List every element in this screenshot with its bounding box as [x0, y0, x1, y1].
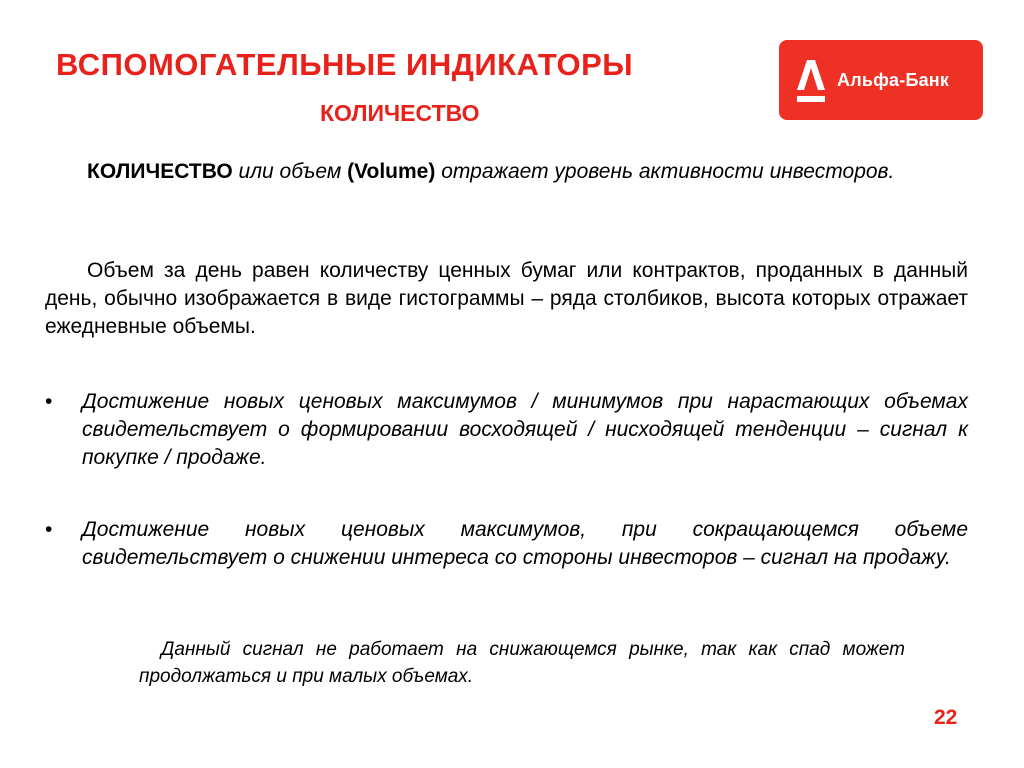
- paragraph-volume-definition: [45, 158, 968, 186]
- term-volume-en: (Volume): [347, 160, 436, 183]
- bullet-text: Достижение новых ценовых максимумов / минимумов при нарастающих объемах свидетельствует о формировании восходящей / нисходящей тенденции – сигнал к покупке / продаже.: [82, 390, 968, 469]
- bullet-marker: •: [45, 518, 53, 541]
- bullet-item: [45, 516, 968, 572]
- term-connector: или объем: [238, 160, 342, 183]
- note-text: Данный сигнал не работает на снижающемся рынке, так как спад может продолжаться и при малых объемах.: [139, 639, 905, 687]
- definition-text: отражает уровень активности инвесторов.: [441, 160, 895, 183]
- paragraph-daily-volume: Объем за день равен количеству ценных бумаг или контрактов, проданных в данный день, обычно изображается в виде гистограммы – ряда столбиков, высота которых отражает ежедневные объемы.: [45, 259, 968, 338]
- page-number: 22: [934, 706, 958, 729]
- bullet-item: [45, 388, 968, 472]
- term-volume: КОЛИЧЕСТВО: [87, 160, 233, 183]
- alfa-bank-logo: [779, 40, 983, 120]
- alfa-a-icon: [793, 54, 829, 106]
- page-title: ВСПОМОГАТЕЛЬНЫЕ ИНДИКАТОРЫ: [56, 47, 634, 82]
- page-subtitle: КОЛИЧЕСТВО: [320, 100, 480, 126]
- logo-text: Альфа-Банк: [837, 70, 950, 90]
- bullet-text: Достижение новых ценовых максимумов, при сокращающемся объеме свидетельствует о снижении интереса со стороны инвесторов – сигнал на продажу.: [82, 518, 968, 569]
- bullet-marker: •: [45, 390, 53, 413]
